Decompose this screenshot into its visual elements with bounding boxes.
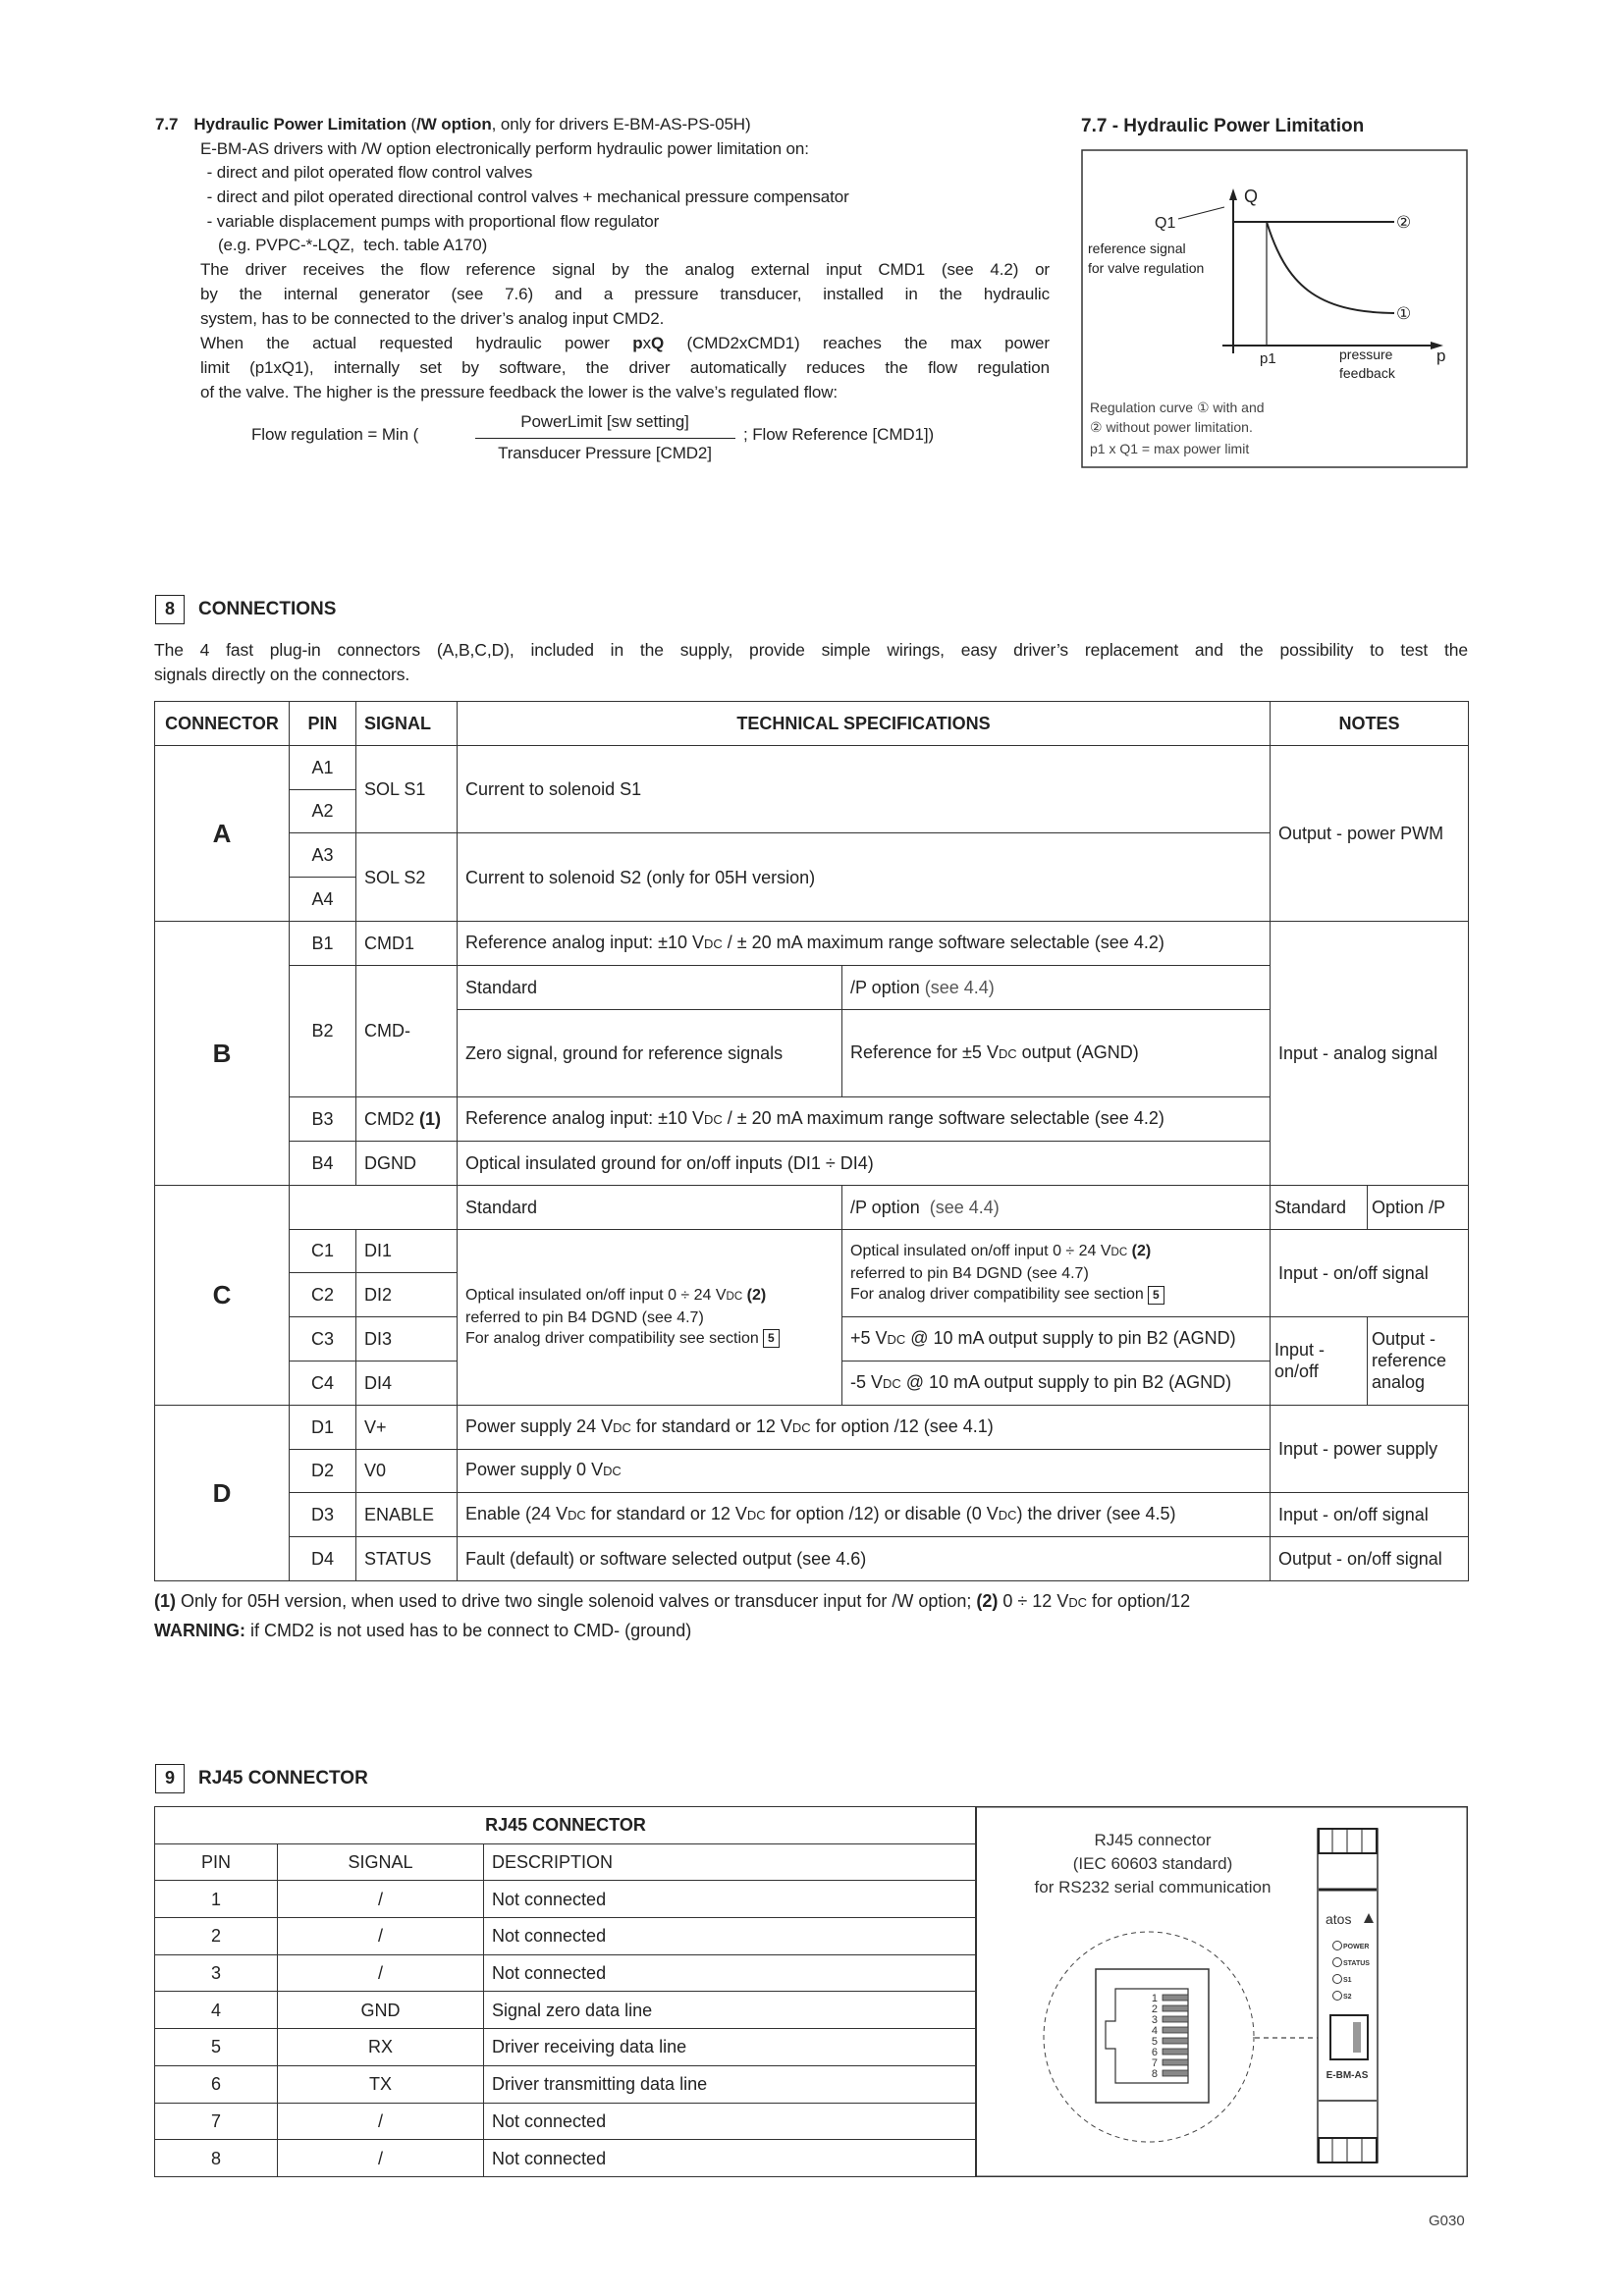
header-pin: PIN [155,1843,278,1881]
signal-cell: DGND [356,1141,458,1185]
header-spec: TECHNICAL SPECIFICATIONS [458,702,1271,746]
section-9-heading [155,1764,368,1793]
title-text: , only for drivers E-BM-AS-PS-05H) [491,115,751,133]
connections-table [154,701,1469,1581]
pin-contact [1163,2049,1188,2055]
text: (2) [976,1590,999,1611]
connector-label: C [155,1185,290,1405]
section-ref-link[interactable]: 5 [1148,1286,1164,1305]
intro-line: The 4 fast plug-in connectors (A,B,C,D), included in the supply, provide simple wirings, easy driver’s replacement and the possibility to test the [154,640,1468,660]
table-header-row [155,1843,977,1881]
pin-cell: D2 [290,1449,356,1493]
signal-cell: DI1 [356,1229,458,1273]
connections-block [154,701,1468,1644]
q1-leader [1178,207,1224,219]
pin-contact [1163,2059,1188,2065]
signal-cell: / [278,1881,484,1918]
power-limitation-figure [1081,149,1468,468]
connector-label: B [155,921,290,1185]
text: referred to pin B4 DGND (see 4.7) [465,1309,704,1327]
spec-cell: Zero signal, ground for reference signals [458,1009,842,1097]
spec-cell: Power supply 24 VDC for standard or 12 VDC for option /12 (see 4.1) [458,1405,1271,1449]
text: For analog driver compatibility see section [465,1330,759,1348]
pin-contact [1163,1995,1188,2001]
description-cell: Not connected [484,2103,977,2140]
rj45-illustration [975,1806,1468,2177]
p-option-subheader [842,1185,1271,1229]
figure-caption: ② without power limitation. [1090,419,1253,435]
header-pin: PIN [290,702,356,746]
signal-cell: TX [278,2065,484,2103]
section-7-7-heading [155,113,751,136]
p-axis-label: p [1436,347,1446,365]
figure-title: 7.7 - Hydraulic Power Limitation [1081,116,1365,136]
text: (see 4.4) [919,977,995,997]
signal-cell: CMD- [356,965,458,1096]
header-signal: SIGNAL [356,702,458,746]
standard-subheader: Standard [458,1185,842,1229]
pin-cell: C3 [290,1317,356,1362]
pin-cell: C2 [290,1273,356,1317]
description-cell: Not connected [484,1881,977,1918]
curve-1-label: ① [1396,304,1412,323]
description-cell: Not connected [484,2140,977,2177]
signal-cell: DI4 [356,1361,458,1405]
formula-numerator: PowerLimit [sw setting] [520,412,689,431]
notes-cell: Input - on/off signal [1271,1229,1469,1317]
footnote [154,1587,1468,1617]
header-signal: SIGNAL [278,1843,484,1881]
signal-cell: STATUS [356,1537,458,1581]
pin-cell: D1 [290,1405,356,1449]
table-row [155,1493,1469,1537]
pin-cell: D4 [290,1537,356,1581]
pin-cell: 4 [155,1992,278,2029]
section-number-box: 9 [155,1764,185,1793]
q1-label: Q1 [1155,215,1176,232]
footnote-ref: (2) [746,1287,767,1305]
rj45-table-title: RJ45 CONNECTOR [155,1807,977,1844]
section-title: CONNECTIONS [198,599,337,619]
pin-contact [1163,2038,1188,2044]
atos-logo: atos [1326,1911,1352,1927]
footnote-ref: (1) [419,1109,442,1130]
p-option-subheader [842,965,1271,1009]
q-axis-arrow [1229,188,1237,200]
pressure-label: pressure [1339,347,1393,362]
pin-cell: 5 [155,2029,278,2066]
table-row [155,1405,1469,1449]
description-cell: Not connected [484,1918,977,1955]
pin-number: 2 [1151,2003,1158,2015]
table-row [155,1229,1469,1273]
pin-number: 6 [1151,2047,1158,2058]
rj45-table [154,1806,977,2177]
pin-cell: B3 [290,1097,356,1142]
text: CMD2 [364,1109,420,1130]
body-line: limit (p1xQ1), internally set by software, the driver automatically reduces the flow regulation [200,358,1050,377]
pin-number: 3 [1151,2014,1158,2026]
body-line: E-BM-AS drivers with /W option electronically perform hydraulic power limitation on: [200,139,809,158]
formula-denominator: Transducer Pressure [CMD2] [498,444,712,462]
signal-cell: / [278,2103,484,2140]
spec-cell: Current to solenoid S2 (only for 05H version) [458,833,1271,922]
body-line-power [200,332,1050,355]
description-cell: Driver transmitting data line [484,2065,977,2103]
text: p [632,334,643,352]
table-header-row [155,702,1469,746]
pin-number: 5 [1151,2036,1158,2048]
spec-cell: Enable (24 VDC for standard or 12 VDC for option /12) or disable (0 VDC) the driver (see 4.5) [458,1493,1271,1537]
header-connector: CONNECTOR [155,702,290,746]
table-row [155,921,1469,965]
formula-rhs: ; Flow Reference [CMD1]) [743,425,935,444]
curve-1-line [1267,222,1394,313]
illustration-caption: for RS232 serial communication [1034,1878,1272,1896]
pin-cell: 7 [155,2103,278,2140]
rj45-port-pins [1353,2022,1361,2053]
section-ref-link[interactable]: 5 [763,1329,780,1348]
fraction-bar [475,438,735,439]
section-title: RJ45 CONNECTOR [198,1768,368,1789]
notes-standard-subheader: Standard [1271,1185,1368,1229]
pin-cell: B1 [290,921,356,965]
table-row [155,1992,977,2029]
text: WARNING: [154,1620,245,1640]
signal-cell: ENABLE [356,1493,458,1537]
notes-cell: Input - on/off signal [1271,1493,1469,1537]
pin-contact [1163,2016,1188,2022]
pin-cell: A3 [290,833,356,878]
pin-cell: A2 [290,789,356,833]
text: if CMD2 is not used has to be connect to CMD- (ground) [245,1620,692,1640]
section-number-box: 8 [155,595,185,624]
body-line: by the internal generator (see 7.6) and a pressure transducer, installed in the hydraulic [200,285,1050,303]
standard-subheader: Standard [458,965,842,1009]
spec-cell: Reference for ±5 VDC output (AGND) [842,1009,1271,1097]
notes-option-subheader: Option /P [1368,1185,1469,1229]
text: Only for 05H version, when used to drive two single solenoid valves or transducer input for /W option; [176,1590,977,1611]
figure-caption: Regulation curve ① with and [1090,400,1265,415]
spec-cell [842,1229,1271,1317]
option-label: /W option [416,115,492,133]
table-row [155,2103,977,2140]
spec-cell: Reference analog input: ±10 VDC / ± 20 mA maximum range software selectable (see 4.2) [458,1097,1271,1142]
pin-number: 1 [1151,1993,1158,2004]
pin-cell: D3 [290,1493,356,1537]
description-cell: Not connected [484,1954,977,1992]
pin-cell: B2 [290,965,356,1096]
model-label: E-BM-AS [1326,2070,1369,2081]
signal-cell: / [278,1954,484,1992]
signal-cell: V+ [356,1405,458,1449]
signal-cell: SOL S2 [356,833,458,922]
section-title: Hydraulic Power Limitation [193,115,406,133]
notes-cell: Output - reference analog [1368,1317,1469,1406]
pin-number: 4 [1151,2025,1158,2037]
text: 0 ÷ 12 VDC for option/12 [998,1590,1191,1611]
bullet-line: - direct and pilot operated flow control valves [202,163,533,182]
spec-cell: Current to solenoid S1 [458,745,1271,833]
pressure-label: feedback [1339,365,1395,381]
body-line: (e.g. PVPC-*-LQZ, tech. table A170) [218,236,488,254]
q-axis-label: Q [1244,187,1259,206]
page-code: G030 [1429,2213,1465,2229]
spec-cell: Power supply 0 VDC [458,1449,1271,1493]
spec-cell: +5 VDC @ 10 mA output supply to pin B2 (AGND) [842,1317,1271,1362]
spec-cell: -5 VDC @ 10 mA output supply to pin B2 (AGND) [842,1361,1271,1405]
text: /P option [850,977,920,997]
connector-label: D [155,1405,290,1580]
signal-cell: DI3 [356,1317,458,1362]
text: Optical insulated on/off input 0 ÷ 24 VDC [850,1243,1128,1260]
pin-cell: C4 [290,1361,356,1405]
body-line: The driver receives the flow reference signal by the analog external input CMD1 (see 4.2) or [200,260,1050,279]
pin-cell: 6 [155,2065,278,2103]
led-label: S1 [1343,1977,1352,1984]
footnote-ref: (2) [1131,1243,1152,1260]
notes-cell: Output - power PWM [1271,745,1469,921]
pin-contact [1163,2005,1188,2011]
pin-cell: C1 [290,1229,356,1273]
pin-contact [1163,2070,1188,2076]
notes-cell: Input - on/off [1271,1317,1368,1406]
spec-cell: Optical insulated ground for on/off inputs (DI1 ÷ DI4) [458,1141,1271,1185]
description-cell: Signal zero data line [484,1992,977,2029]
led-label: STATUS [1343,1960,1370,1967]
figure-caption: p1 x Q1 = max power limit [1090,441,1250,456]
title-text: ( [406,115,417,133]
connector-label: A [155,745,290,921]
empty-cell [290,1185,458,1229]
signal-cell: / [278,2140,484,2177]
pin-number: 7 [1151,2057,1158,2069]
text: Q [650,334,665,352]
table-row [155,1954,977,1992]
signal-cell: V0 [356,1449,458,1493]
spec-cell: Reference analog input: ±10 VDC / ± 20 mA maximum range software selectable (see 4.2) [458,921,1271,965]
pin-cell: 2 [155,1918,278,1955]
body-line: of the valve. The higher is the pressure feedback the lower is the valve’s regulated flow: [200,383,839,401]
text: (see 4.4) [919,1197,1000,1217]
ref-signal-label: reference signal [1088,240,1186,256]
text: x [642,334,651,352]
signal-cell: GND [278,1992,484,2029]
pin-number: 8 [1151,2068,1158,2080]
pin-cell: A4 [290,878,356,922]
ref-signal-label: for valve regulation [1088,260,1205,276]
pin-contact [1163,2027,1188,2033]
notes-cell: Input - analog signal [1271,921,1469,1185]
signal-cell: / [278,1918,484,1955]
illustration-caption: (IEC 60603 standard) [1072,1854,1233,1873]
header-description: DESCRIPTION [484,1843,977,1881]
pin-cell: 1 [155,1881,278,1918]
table-row [155,2140,977,2177]
text: (CMD2xCMD1) reaches the max power [664,334,1050,352]
led-label: S2 [1343,1994,1352,2001]
text: (1) [154,1590,176,1611]
text: /P option [850,1197,920,1217]
pin-cell: B4 [290,1141,356,1185]
formula-lhs: Flow regulation = Min ( [251,425,419,444]
pin-cell: A1 [290,745,356,789]
pin-cell: 8 [155,2140,278,2177]
header-notes: NOTES [1271,702,1469,746]
illustration-caption: RJ45 connector [1094,1831,1212,1849]
text: For analog driver compatibility see section [850,1286,1144,1304]
description-cell: Driver receiving data line [484,2029,977,2066]
notes-cell: Output - on/off signal [1271,1537,1469,1581]
spec-cell: Fault (default) or software selected output (see 4.6) [458,1537,1271,1581]
table-row [155,2029,977,2066]
signal-cell: CMD1 [356,921,458,965]
body-line: system, has to be connected to the driver’s analog input CMD2. [200,309,665,328]
table-row [155,2065,977,2103]
signal-cell: SOL S1 [356,745,458,833]
warning-note [154,1617,1468,1644]
section-number: 7.7 [155,115,179,133]
intro-line: signals directly on the connectors. [154,665,410,684]
section-8-heading [155,595,336,624]
table-row [155,1881,977,1918]
led-label: POWER [1343,1944,1370,1950]
p1-label: p1 [1260,350,1276,367]
bullet-line: - direct and pilot operated directional control valves + mechanical pressure compensator [202,187,849,206]
pin-cell: 3 [155,1954,278,1992]
signal-cell [356,1097,458,1142]
notes-cell: Input - power supply [1271,1405,1469,1493]
table-row [155,1918,977,1955]
text: referred to pin B4 DGND (see 4.7) [850,1265,1089,1283]
table-row [155,745,1469,789]
spec-cell [458,1229,842,1405]
text: When the actual requested hydraulic power [200,334,633,352]
signal-cell: DI2 [356,1273,458,1317]
table-row [155,1185,1469,1229]
table-row [155,1537,1469,1581]
text: Optical insulated on/off input 0 ÷ 24 VDC [465,1287,743,1305]
signal-cell: RX [278,2029,484,2066]
bullet-line: - variable displacement pumps with proportional flow regulator [202,212,660,231]
curve-2-label: ② [1396,213,1412,232]
